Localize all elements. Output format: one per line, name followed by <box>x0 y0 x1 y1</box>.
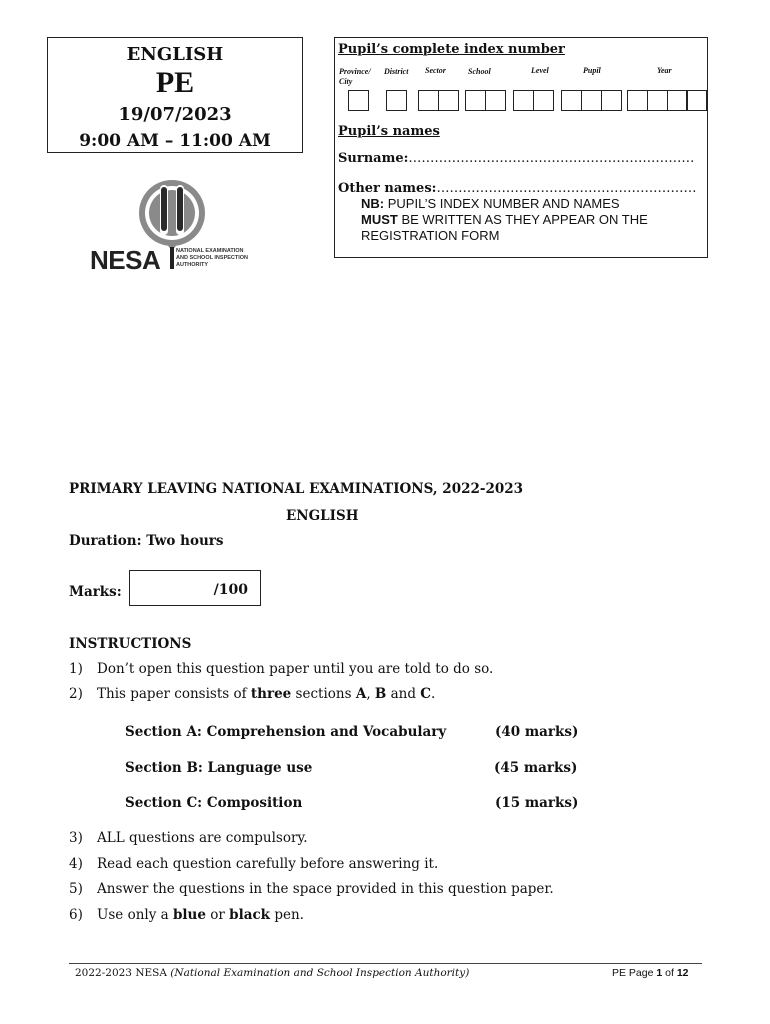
index-cell[interactable] <box>465 90 486 111</box>
index-cell[interactable] <box>485 90 506 111</box>
exam-title: PRIMARY LEAVING NATIONAL EXAMINATIONS, 2022-2023 <box>69 481 524 497</box>
other-names-label: Other names: <box>338 181 437 196</box>
footer-authority: (National Examination and School Inspection Authority) <box>170 967 470 979</box>
label-district: District <box>384 67 409 76</box>
index-number-box <box>334 37 708 258</box>
i6-text: Use only a <box>97 907 173 923</box>
index-cell[interactable] <box>533 90 554 111</box>
other-names-line[interactable] <box>338 181 696 196</box>
label-sector: Sector <box>425 66 446 75</box>
index-cell[interactable] <box>581 90 602 111</box>
subject-box <box>47 37 303 153</box>
header-subject: ENGLISH <box>126 44 224 65</box>
names-title: Pupil’s names <box>338 124 440 139</box>
section-b-marks: (45 marks) <box>494 760 578 776</box>
other-names-dots: …………………………………………………… <box>436 181 697 196</box>
label-province: Province/ City <box>339 67 371 86</box>
index-cell[interactable] <box>418 90 439 111</box>
instruction-2 <box>97 686 435 702</box>
item-number: 1) <box>69 661 83 677</box>
exam-subject: ENGLISH <box>286 508 359 524</box>
marks-value: /100 <box>213 582 248 598</box>
section-a-name: Section A: Comprehension and Vocabulary <box>125 724 447 740</box>
i6-text: pen. <box>270 907 304 923</box>
surname-label: Surname: <box>338 151 409 166</box>
index-cell[interactable] <box>513 90 534 111</box>
i2-text: and <box>386 686 421 702</box>
nb-label: NB: <box>361 196 385 211</box>
instruction-5: Answer the questions in the space provided in this question paper. <box>97 881 554 897</box>
footer-page-label: PE Page <box>612 967 657 979</box>
label-level: Level <box>531 66 549 75</box>
marks-label: Marks: <box>69 584 122 600</box>
instruction-6 <box>97 907 304 923</box>
i6-black: black <box>229 907 271 923</box>
nb-text-2: BE WRITTEN AS THEY APPEAR ON THE <box>397 212 648 227</box>
instruction-3: ALL questions are compulsory. <box>97 830 308 846</box>
label-year: Year <box>657 66 672 75</box>
i2-text: . <box>431 686 436 702</box>
item-number: 2) <box>69 686 83 702</box>
nb-text-1: PUPIL’S INDEX NUMBER AND NAMES <box>384 196 620 211</box>
i6-text: or <box>205 907 230 923</box>
nb-must: MUST <box>361 212 398 227</box>
i2-c: C <box>420 686 432 702</box>
nb-note <box>361 196 701 244</box>
footer-year: 2022-2023 NESA <box>75 967 171 979</box>
i2-text: , <box>366 686 375 702</box>
marks-box[interactable] <box>129 570 261 606</box>
i2-text: sections <box>291 686 356 702</box>
i2-a: A <box>355 686 367 702</box>
logo-brand: NESA <box>90 245 161 275</box>
index-cell[interactable] <box>647 90 668 111</box>
section-a-marks: (40 marks) <box>495 724 579 740</box>
footer-of: of <box>662 967 677 979</box>
i6-blue: blue <box>172 907 206 923</box>
logo-sub-3: AUTHORITY <box>176 262 209 268</box>
index-cell[interactable] <box>386 90 407 111</box>
index-cell[interactable] <box>561 90 582 111</box>
footer-page <box>612 967 689 979</box>
nb-text-3: REGISTRATION FORM <box>361 228 500 243</box>
footer-page-current: 1 <box>656 967 663 979</box>
logo-subtitle <box>176 248 248 269</box>
item-number: 4) <box>69 856 83 872</box>
index-cell[interactable] <box>348 90 369 111</box>
i2-b: B <box>374 686 387 702</box>
surname-line[interactable] <box>338 151 694 166</box>
section-b-name: Section B: Language use <box>125 760 313 776</box>
section-c-marks: (15 marks) <box>495 795 579 811</box>
logo-sub-2: AND SCHOOL INSPECTION <box>176 255 249 261</box>
i2-three: three <box>250 686 292 702</box>
item-number: 3) <box>69 830 83 846</box>
index-title: Pupil’s complete index number <box>338 42 565 57</box>
header-code: PE <box>155 66 195 99</box>
header-time: 9:00 AM – 11:00 AM <box>79 131 271 151</box>
instructions-heading: INSTRUCTIONS <box>69 636 192 652</box>
instruction-4: Read each question carefully before answering it. <box>97 856 439 872</box>
footer-left <box>75 967 469 979</box>
item-number: 5) <box>69 881 83 897</box>
index-cell[interactable] <box>667 90 688 111</box>
index-cell[interactable] <box>601 90 622 111</box>
footer-divider <box>69 963 702 964</box>
nesa-logo <box>88 173 268 273</box>
section-c-name: Section C: Composition <box>125 795 303 811</box>
logo-sub-1: NATIONAL EXAMINATION <box>176 248 244 254</box>
label-school: School <box>468 67 491 76</box>
label-pupil: Pupil <box>583 66 601 75</box>
exam-duration: Duration: Two hours <box>69 533 224 549</box>
header-date: 19/07/2023 <box>118 104 232 125</box>
index-cell[interactable] <box>438 90 459 111</box>
surname-dots: ………………………………………………………… <box>408 151 695 166</box>
footer-page-total: 12 <box>676 967 689 979</box>
item-number: 6) <box>69 907 83 923</box>
index-cell[interactable] <box>686 90 707 111</box>
i2-text: This paper consists of <box>97 686 251 702</box>
index-cell[interactable] <box>627 90 648 111</box>
instruction-1: Don’t open this question paper until you are told to do so. <box>97 661 494 677</box>
